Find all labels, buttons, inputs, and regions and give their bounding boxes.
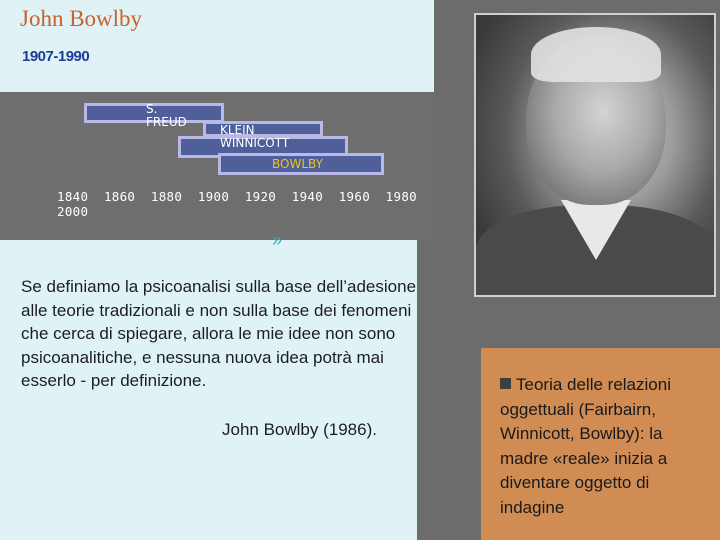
portrait-photo [474, 13, 716, 297]
timeline-label-klein-winnicott [220, 124, 289, 150]
timeline-label-klein: KLEIN [220, 123, 255, 137]
page-title: John Bowlby [20, 6, 143, 31]
chevron-icon: » [272, 230, 280, 250]
title-panel [0, 0, 434, 92]
timeline-label-winnicott: WINNICOTT [220, 136, 290, 150]
side-note-text: Teoria delle relazioni oggettuali (Fairbairn, Winnicott, Bowlby): la madre «reale» inizia a diventare oggetto di indagine [500, 375, 671, 517]
timeline-label-bowlby-text: BOWLBY [272, 157, 323, 171]
life-years: 1907-1990 [22, 48, 90, 65]
quote-author: John Bowlby (1986). [222, 420, 377, 439]
timeline-label-freud-line2: FREUD [146, 115, 187, 129]
timeline-label-freud-line1: S. [146, 102, 158, 116]
timeline-ticks [57, 189, 437, 219]
portrait-hair [531, 27, 661, 82]
quote-text: Se definiamo la psicoanalisi sulla base dell’adesione alle teorie tradizionali e non sulla base dei fenomeni che cerca di spiegare, allora le mie idee non sono psicoanalitiche, e nessuna nuova idea potrà mai esserlo - per definizione. [21, 277, 417, 390]
bullet-icon [500, 378, 511, 389]
timeline-label-bowlby [272, 158, 323, 171]
timeline-label-freud [146, 103, 187, 129]
timeline-ticks-line2: 2000 [57, 204, 89, 219]
side-note [500, 373, 712, 520]
timeline-ticks-line1: 1840 1860 1880 1900 1920 1940 1960 1980 [57, 189, 417, 204]
